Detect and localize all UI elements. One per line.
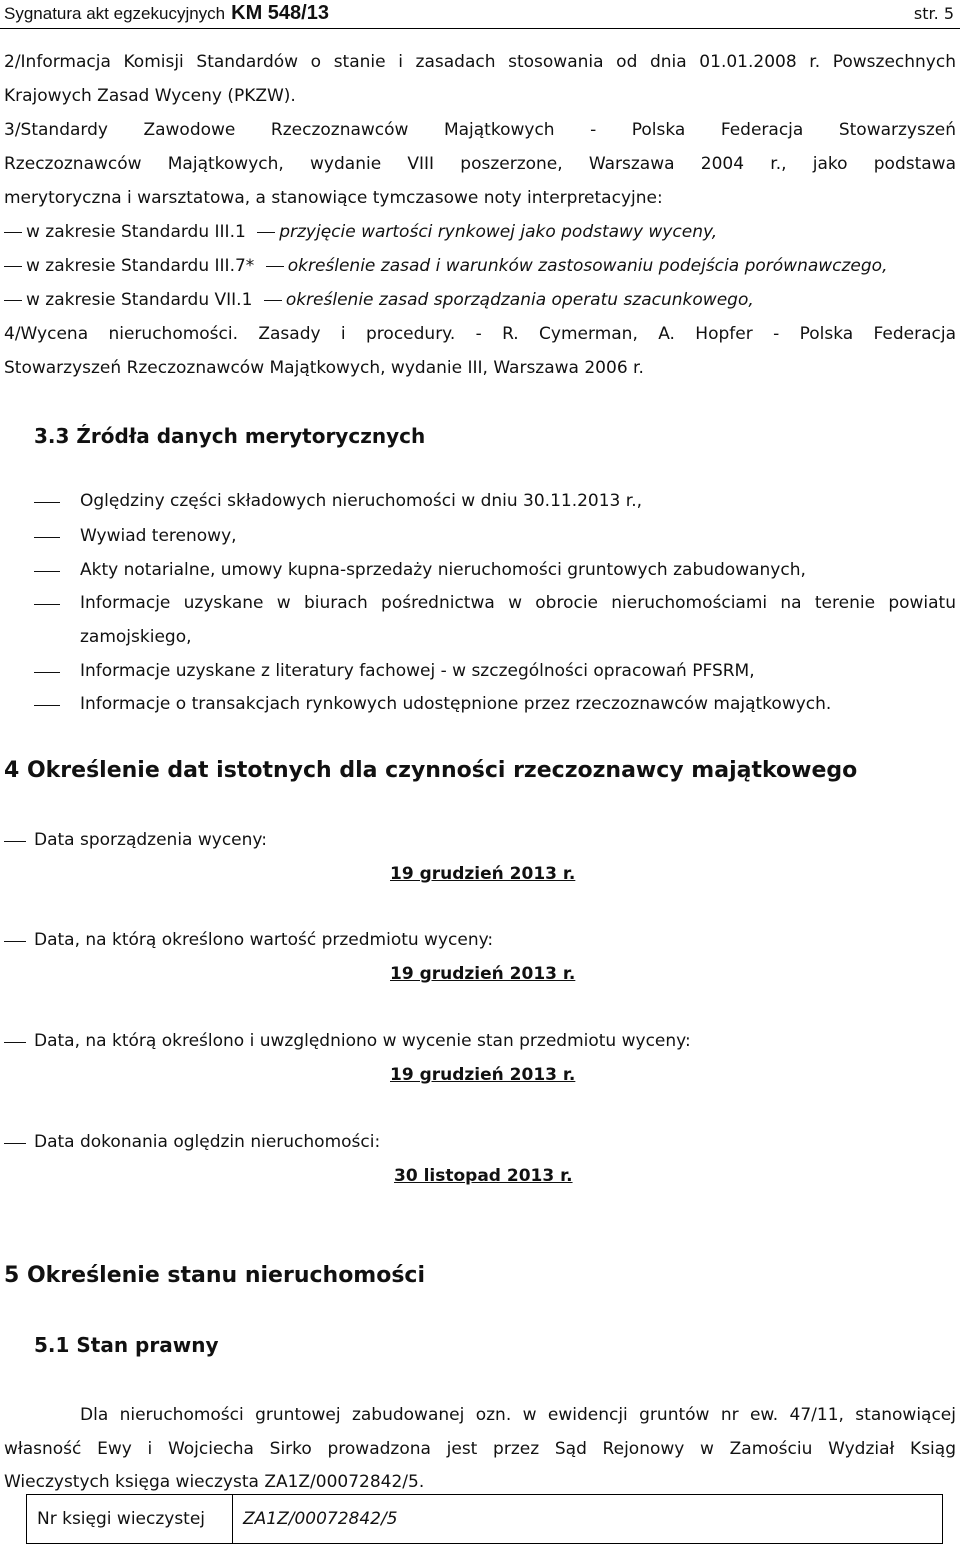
dash-marker	[34, 537, 60, 538]
dash-marker	[266, 266, 284, 267]
source-line: 4/Wycena nieruchomości. Zasady i procedury. - R. Cymerman, A. Hopfer - Polska Federacja	[4, 324, 956, 344]
note-description: przyjęcie wartości rynkowej jako podstawy wyceny,	[279, 222, 718, 242]
list-item: Informacje o transakcjach rynkowych udostępnione przez rzeczoznawców majątkowych.	[80, 694, 832, 714]
note-description: określenie zasad sporządzania operatu szacunkowego,	[285, 290, 754, 310]
list-item: Oględziny części składowych nieruchomości w dniu 30.11.2013 r.,	[80, 491, 643, 511]
note-standard: w zakresie Standardu VII.1	[26, 290, 253, 310]
table-cell-label: Nr księgi wieczystej	[27, 1495, 233, 1544]
dash-marker	[34, 604, 60, 605]
dash-marker	[34, 672, 60, 673]
dash-marker	[4, 941, 26, 942]
source-line: 2/Informacja Komisji Standardów o stanie i zasadach stosowania od dnia 01.01.2008 r. Powszechnych	[4, 52, 956, 72]
note-item	[4, 256, 887, 276]
list-item: Informacje uzyskane w biurach pośrednictwa w obrocie nieruchomościami na terenie powiatu	[80, 593, 956, 613]
note-item	[4, 222, 717, 242]
note-item	[4, 290, 754, 310]
case-signature: KM 548/13	[231, 2, 329, 24]
dash-marker	[257, 232, 275, 233]
dash-marker	[4, 300, 22, 301]
section-heading: 5 Określenie stanu nieruchomości	[4, 1263, 426, 1288]
date-value: 30 listopad 2013 r.	[394, 1166, 573, 1186]
note-standard: w zakresie Standardu III.7*	[26, 256, 255, 276]
note-description: określenie zasad i warunków zastosowaniu podejścia porównawczego,	[287, 256, 888, 276]
source-line: 3/Standardy Zawodowe Rzeczoznawców Majątkowych - Polska Federacja Stowarzyszeń	[4, 120, 956, 140]
date-value: 19 grudzień 2013 r.	[390, 864, 576, 884]
page-number: str. 5	[913, 4, 954, 23]
paragraph-line: Dla nieruchomości gruntowej zabudowanej ozn. w ewidencji gruntów nr ew. 47/11, stanowiącej	[80, 1405, 956, 1425]
table-cell-value: ZA1Z/00072842/5	[233, 1495, 943, 1544]
list-item: Akty notarialne, umowy kupna-sprzedaży nieruchomości gruntowych zabudowanych,	[80, 560, 806, 580]
dash-marker	[34, 502, 60, 503]
note-standard: w zakresie Standardu III.1	[26, 222, 246, 242]
date-label: Data, na którą określono i uwzględniono w wycenie stan przedmiotu wyceny:	[34, 1031, 691, 1051]
dash-marker	[34, 705, 60, 706]
date-label: Data dokonania oględzin nieruchomości:	[34, 1132, 381, 1152]
list-item: Informacje uzyskane z literatury fachowej - w szczególności opracowań PFSRM,	[80, 661, 755, 681]
date-label: Data, na którą określono wartość przedmiotu wyceny:	[34, 930, 494, 950]
date-value: 19 grudzień 2013 r.	[390, 1065, 576, 1085]
date-label: Data sporządzenia wyceny:	[34, 830, 267, 850]
dash-marker	[4, 266, 22, 267]
dash-marker	[4, 841, 26, 842]
source-line: Krajowych Zasad Wyceny (PKZW).	[4, 86, 296, 106]
list-item: Wywiad terenowy,	[80, 526, 237, 546]
paragraph-line: Wieczystych księga wieczysta ZA1Z/00072842/5.	[4, 1472, 425, 1492]
date-value: 19 grudzień 2013 r.	[390, 964, 576, 984]
list-item-continuation: zamojskiego,	[80, 627, 192, 647]
land-register-table	[26, 1494, 943, 1544]
source-line: Rzeczoznawców Majątkowych, wydanie VIII poszerzone, Warszawa 2004 r., jako podstawa	[4, 154, 956, 174]
section-heading: 3.3 Źródła danych merytorycznych	[34, 424, 426, 448]
source-line: Stowarzyszeń Rzeczoznawców Majątkowych, wydanie III, Warszawa 2006 r.	[4, 358, 644, 378]
dash-marker	[34, 571, 60, 572]
dash-marker	[4, 1042, 26, 1043]
subsection-heading: 5.1 Stan prawny	[34, 1333, 219, 1357]
table-row	[27, 1495, 943, 1544]
dash-marker	[4, 232, 22, 233]
header-signature	[4, 2, 329, 25]
dash-marker	[4, 1143, 26, 1144]
header-prefix: Sygnatura akt egzekucyjnych	[4, 4, 226, 23]
source-line: merytoryczna i warsztatowa, a stanowiące tymczasowe noty interpretacyjne:	[4, 188, 663, 208]
dash-marker	[264, 300, 282, 301]
page-header	[0, 0, 960, 29]
section-heading: 4 Określenie dat istotnych dla czynności rzeczoznawcy majątkowego	[4, 758, 858, 783]
paragraph-line: własność Ewy i Wojciecha Sirko prowadzona jest przez Sąd Rejonowy w Zamościu Wydział Ksiąg	[4, 1439, 956, 1459]
